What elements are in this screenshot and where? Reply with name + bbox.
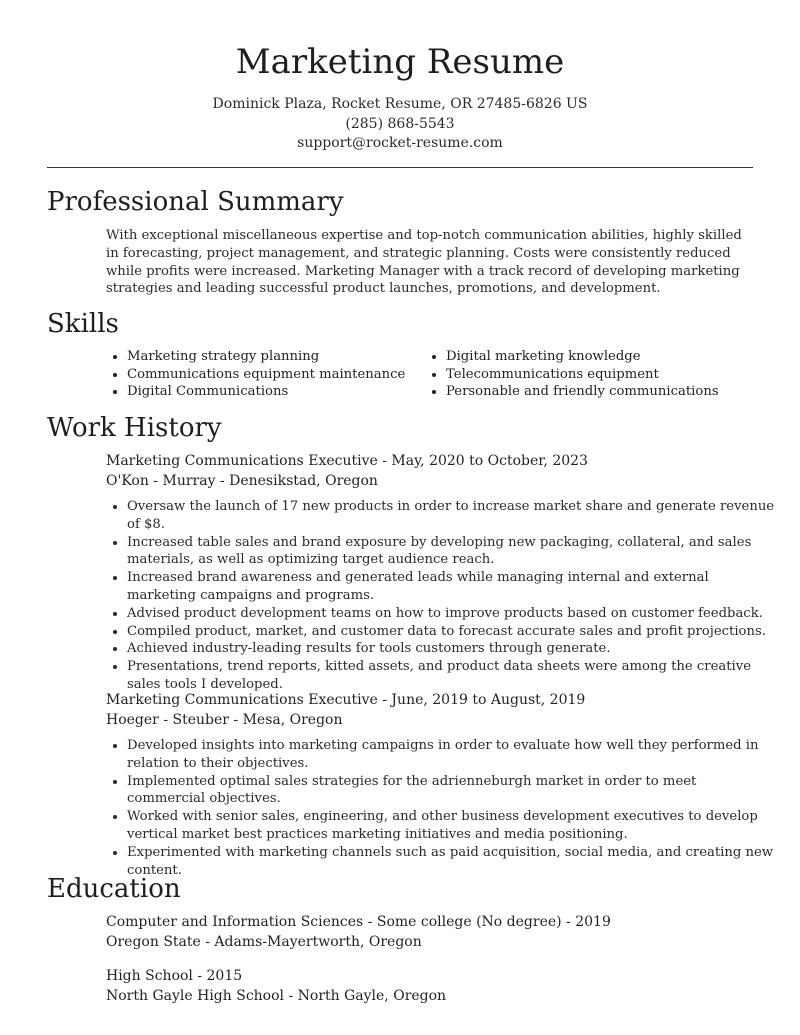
summary-heading: Professional Summary	[47, 187, 344, 217]
skill-item: • Digital Communications	[127, 383, 425, 401]
job-bullet: • Compiled product, market, and customer data to forecast accurate sales and profit projections.	[127, 623, 775, 641]
skill-item: • Communications equipment maintenance	[127, 366, 425, 384]
skill-item: • Telecommunications equipment	[446, 366, 719, 384]
skill-item: • Personable and friendly communications	[446, 383, 719, 401]
contact-phone: (285) 868-5543	[345, 115, 455, 132]
job-title: Marketing Communications Executive - May, 2020 to October, 2023	[106, 453, 588, 469]
resume-header	[0, 0, 800, 154]
job-bullet: • Achieved industry-leading results for tools customers through generate.	[127, 640, 775, 658]
skill-item: • Marketing strategy planning	[127, 348, 425, 366]
job-bullets	[106, 737, 775, 879]
education-degree: Computer and Information Sciences - Some college (No degree) - 2019	[106, 914, 611, 930]
work-history-heading: Work History	[47, 413, 222, 443]
job-bullet: • Advised product development teams on how to improve products based on customer feedback.	[127, 605, 775, 623]
skills-column-left	[106, 348, 425, 401]
education-school: Oregon State - Adams-Mayertworth, Oregon	[106, 934, 422, 950]
job-bullet: • Developed insights into marketing campaigns in order to evaluate how well they performed in relation to their objectives.	[127, 737, 775, 773]
resume-title: Marketing Resume	[235, 42, 565, 82]
education-degree: High School - 2015	[106, 968, 243, 984]
job-bullet: • Presentations, trend reports, kitted assets, and product data sheets were among the creative sales tools I developed.	[127, 658, 775, 694]
job-bullet: • Increased table sales and brand exposure by developing new packaging, collateral, and sales materials, as well as optimizing target audience reach.	[127, 534, 775, 570]
job-bullets	[106, 498, 775, 694]
contact-address: Dominick Plaza, Rocket Resume, OR 27485-6826 US	[212, 96, 588, 112]
skills-list	[106, 348, 766, 401]
summary-text: With exceptional miscellaneous expertise and top-notch communication abilities, highly skilled in forecasting, project management, and strategic planning. Costs were consistently reduced while profits were increased. Marketing Manager with a track record of developing marketing strategies and leading successful product launches, promotions, and development.	[106, 228, 742, 297]
job-bullet: • Implemented optimal sales strategies for the adrienneburgh market in order to meet commercial objectives.	[127, 773, 775, 809]
header-divider	[47, 167, 753, 168]
job-bullet: • Experimented with marketing channels such as paid acquisition, social media, and creating new content.	[127, 844, 775, 880]
education-school: North Gayle High School - North Gayle, Oregon	[106, 988, 447, 1004]
skill-item: • Digital marketing knowledge	[446, 348, 719, 366]
skills-column-right	[425, 348, 719, 401]
skills-heading: Skills	[47, 309, 119, 339]
contact-email: support@rocket-resume.com	[297, 135, 503, 151]
education-heading: Education	[47, 874, 181, 904]
job-bullet: • Worked with senior sales, engineering, and other business development executives to develop vertical market best practices marketing initiatives and media positioning.	[127, 808, 775, 844]
contact-info	[0, 95, 800, 154]
job-title: Marketing Communications Executive - June, 2019 to August, 2019	[106, 692, 586, 708]
job-bullet: • Oversaw the launch of 17 new products in order to increase market share and generate revenue of $8.	[127, 498, 775, 534]
job-employer: O'Kon - Murray - Denesikstad, Oregon	[106, 473, 378, 489]
job-bullet: • Increased brand awareness and generated leads while managing internal and external marketing campaigns and programs.	[127, 569, 775, 605]
job-employer: Hoeger - Steuber - Mesa, Oregon	[106, 712, 343, 728]
